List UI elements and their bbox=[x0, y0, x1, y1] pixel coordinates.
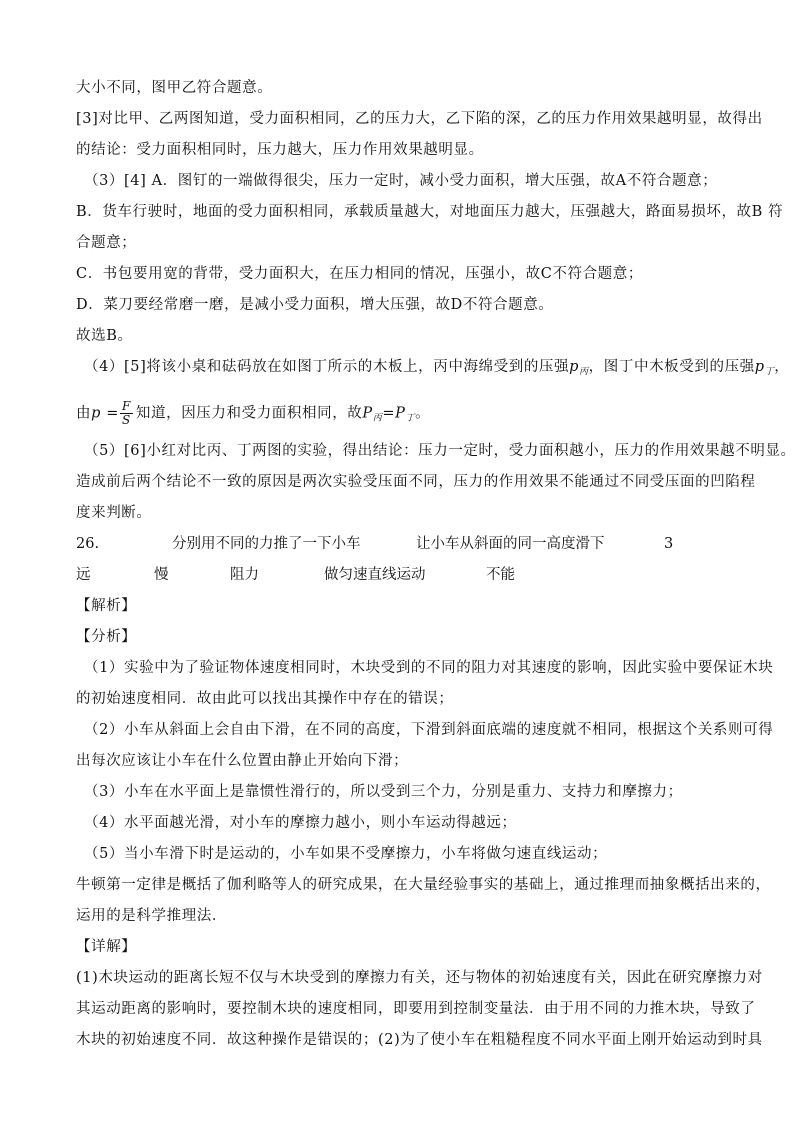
answer-blank: 3 bbox=[664, 536, 674, 552]
text-line: 牛顿第一定律是概括了伽利略等人的研究成果，在大量经验事实的基础上，通过推理而抽象概括出来的， bbox=[76, 877, 771, 893]
text-line: （5）当小车滑下时是运动的，小车如果不受摩擦力，小车将做匀速直线运动； bbox=[84, 846, 608, 862]
formula-end: 。 bbox=[415, 405, 431, 422]
text-line: 大小不同，图甲乙符合题意。 bbox=[76, 80, 273, 96]
text-line: 木块的初始速度不同．故这种操作是错误的；(2)为了使小车在粗糙程度不同水平面上刚开始运动到时具 bbox=[76, 1032, 763, 1048]
answer-blank: 不能 bbox=[486, 567, 515, 583]
pressure-symbol: P bbox=[395, 405, 406, 422]
heading-jiexi: 【解析】 bbox=[76, 598, 137, 614]
text-line: 造成前后两个结论不一致的原因是两次实验受压面不同，压力的作用效果不能通过不同受压面的凹陷程 bbox=[76, 474, 756, 490]
answer-blank: 做匀速直线运动 bbox=[324, 567, 426, 583]
text-line: D．菜刀要经常磨一磨，是减小受力面积，增大压强，故D不符合题意。 bbox=[76, 297, 554, 313]
text-line: (1)木块运动的距离长短不仅与木块受到的摩擦力有关，还与物体的初始速度有关，因此在研究摩擦力对 bbox=[76, 970, 763, 986]
answer-blank: 分别用不同的力推了一下小车 bbox=[172, 536, 361, 552]
answer-blank: 慢 bbox=[154, 567, 169, 583]
fraction-denominator: S bbox=[122, 413, 131, 427]
text-line: 出每次应该让小车在什么位置由静止开始向下滑； bbox=[76, 753, 409, 769]
formula-line bbox=[76, 400, 736, 429]
answer-blank: 阻力 bbox=[230, 567, 259, 583]
text-line: （2）小车从斜面上会自由下滑，在不同的高度，下滑到斜面底端的速度就不相同，根据这个关系则可得 bbox=[84, 722, 774, 738]
text-line: B．货车行驶时，地面的受力面积相同，承载质量越大，对地面压力越大，压强越大，路面易损坏，故B 符 bbox=[76, 204, 784, 220]
text-line: （3）[4] A．图钉的一端做得很尖，压力一定时，减小受力面积，增大压强，故A不符合题意； bbox=[84, 173, 718, 189]
answer-blank: 让小车从斜面的同一高度滑下 bbox=[416, 536, 605, 552]
formula-eq: p = bbox=[91, 405, 119, 422]
text-line: C．书包要用宽的背带，受力面积大，在压力相同的情况，压强小，故C不符合题意； bbox=[76, 266, 643, 282]
pressure-fraction bbox=[120, 400, 133, 427]
text-line: 度来判断。 bbox=[76, 505, 152, 521]
text-line: 运用的是科学推理法． bbox=[76, 908, 227, 924]
subscript-bing: 丙 bbox=[372, 413, 383, 424]
text-line: （5）[6]小红对比丙、丁两图的实验，得出结论：压力一定时，受力面积越小，压力的作用效果越不明显。 bbox=[84, 443, 796, 459]
pressure-symbol: p bbox=[754, 359, 765, 375]
q4-text: （4）[5]将该小桌和砝码放在如图丁所示的木板上，丙中海绵受到的压强 bbox=[84, 359, 570, 375]
pressure-symbol: P bbox=[362, 405, 373, 422]
formula-mid: 知道，因压力和受力面积相同，故 bbox=[135, 405, 363, 422]
text-line: 合题意； bbox=[76, 235, 137, 251]
heading-xiangjie: 【详解】 bbox=[76, 939, 137, 955]
answer-blank: 远 bbox=[76, 567, 91, 583]
subscript-ding: 丁 bbox=[405, 413, 416, 424]
text-line: [3]对比甲、乙两图知道，受力面积相同，乙的压力大，乙下陷的深，乙的压力作用效果越明显，故得出 bbox=[76, 111, 763, 127]
text-line: （4）水平面越光滑，对小车的摩擦力越小，则小车运动得越远； bbox=[84, 815, 517, 831]
q4-text: ， bbox=[774, 359, 790, 375]
text-line: 的结论：受力面积相同时，压力越大，压力作用效果越明显。 bbox=[76, 142, 484, 158]
heading-fenxi: 【分析】 bbox=[76, 629, 137, 645]
q4-text: ，图丁中木板受到的压强 bbox=[588, 359, 755, 375]
question-number: 26. bbox=[76, 536, 100, 552]
pressure-symbol: p bbox=[569, 359, 580, 375]
text-line: （3）小车在水平面上是靠惯性滑行的，所以受到三个力，分别是重力、支持力和摩擦力； bbox=[84, 784, 683, 800]
text-line: 故选B。 bbox=[76, 328, 133, 344]
subscript-bing: 丙 bbox=[579, 367, 589, 377]
text-line: 其运动距离的影响时，要控制木块的速度相同，即要用到控制变量法．由于用不同的力推木块，导致了 bbox=[76, 1001, 756, 1017]
subscript-ding: 丁 bbox=[764, 367, 775, 377]
q4-line bbox=[84, 357, 790, 382]
text-line: （1）实验中为了验证物体速度相同时，木块受到的不同的阻力对其速度的影响，因此实验中要保证木块 bbox=[84, 660, 774, 676]
fraction-numerator: F bbox=[121, 399, 131, 413]
text-line: 的初始速度相同．故由此可以找出其操作中存在的错误； bbox=[76, 691, 454, 707]
equals-sign: = bbox=[382, 405, 396, 422]
formula-prefix: 由 bbox=[76, 405, 92, 422]
